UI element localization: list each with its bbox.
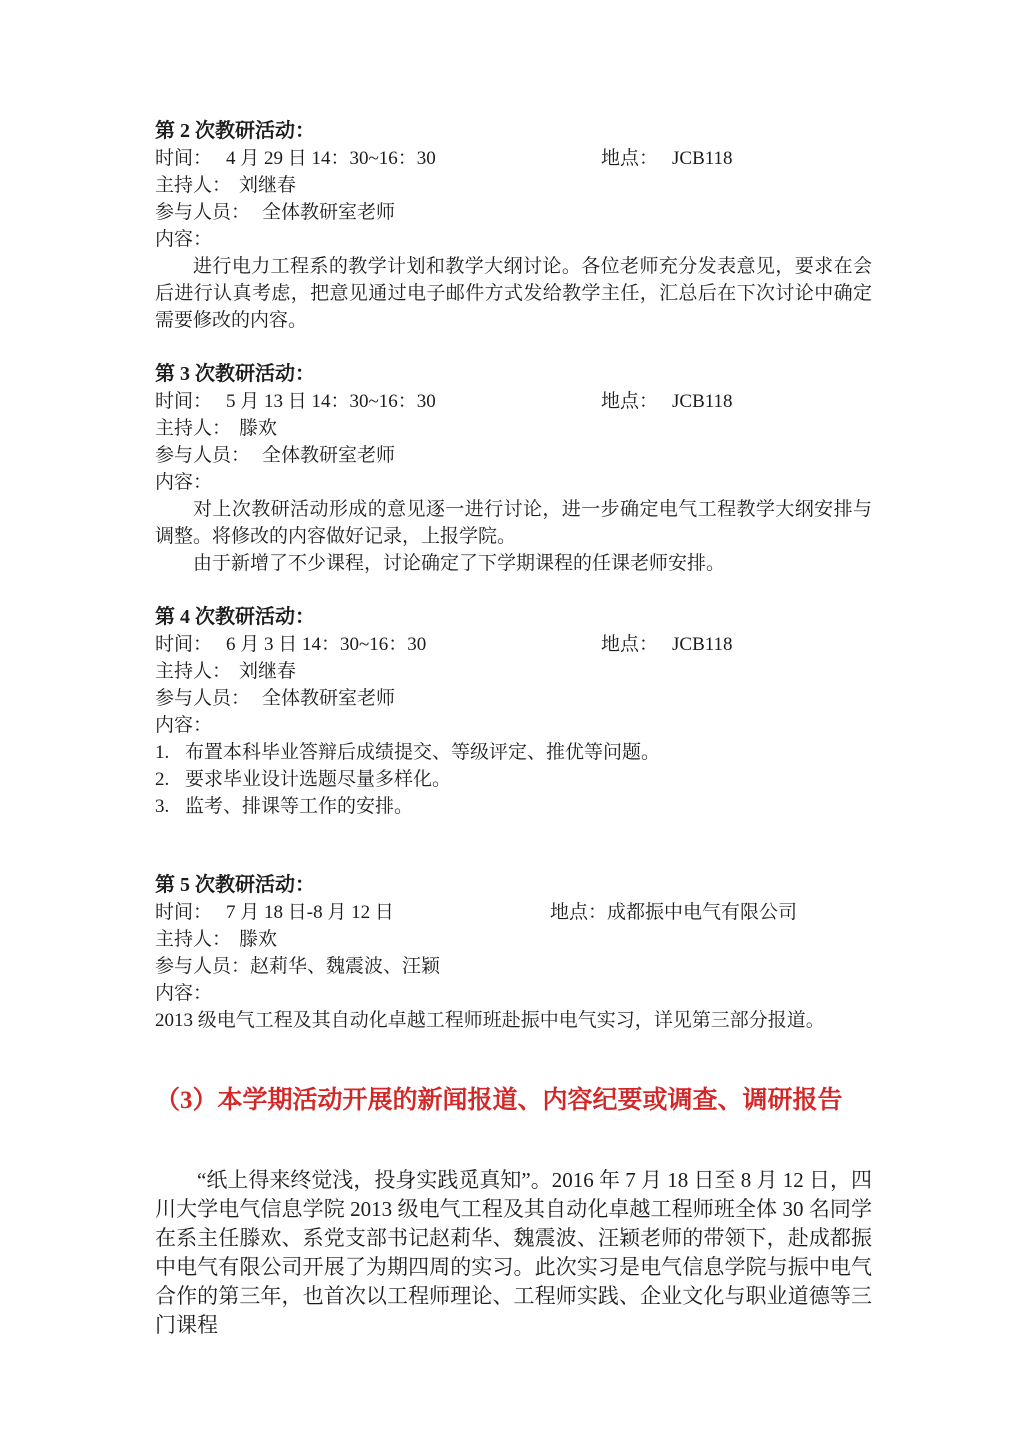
host-label: 主持人：	[155, 175, 232, 196]
time-location-line	[155, 145, 872, 172]
section-title: 第 3 次教研活动：	[155, 363, 315, 385]
content-label: 内容：	[155, 715, 213, 736]
location-value: JCB118	[672, 148, 733, 169]
section-title: 第 2 次教研活动：	[155, 120, 315, 142]
participants-label: 参与人员：	[155, 956, 251, 977]
list-item-text: 要求毕业设计选题尽量多样化。	[185, 769, 452, 790]
content-label: 内容：	[155, 472, 213, 493]
time-value: 7 月 18 日-8 月 12 日	[226, 902, 394, 923]
time-location-line	[155, 388, 872, 415]
host-value: 滕欢	[239, 418, 278, 439]
host-line	[155, 926, 872, 953]
participants-value: 全体教研室老师	[262, 202, 396, 223]
list-item-text: 监考、排课等工作的安排。	[185, 796, 414, 817]
location-label: 地点：	[601, 634, 659, 655]
location-label: 地点：	[550, 902, 608, 923]
location-label: 地点：	[601, 391, 659, 412]
location-group	[601, 145, 733, 172]
location-label: 地点：	[601, 148, 659, 169]
time-location-line	[155, 631, 872, 658]
location-group	[601, 631, 733, 658]
participants-line	[155, 442, 872, 469]
section-paragraph: 由于新增了不少课程，讨论确定了下学期课程的任课老师安排。	[193, 553, 726, 574]
participants-label: 参与人员：	[155, 688, 251, 709]
content-label: 内容：	[155, 983, 213, 1004]
activity-section-2	[155, 118, 872, 334]
section-paragraph: 进行电力工程系的教学计划和教学大纲讨论。各位老师充分发表意见，要求在会后进行认真考虑，把意见通过电子邮件方式发给教学主任，汇总后在下次讨论中确定需要修改的内容。	[155, 256, 872, 331]
section-title: 第 4 次教研活动：	[155, 606, 315, 628]
activity-section-5	[155, 872, 872, 1034]
time-value: 4 月 29 日 14：30~16：30	[226, 148, 436, 169]
time-label: 时间：	[155, 391, 213, 412]
report-paragraph: “纸上得来终觉浅，投身实践觅真知”。2016 年 7 月 18 日至 8 月 12 日，四川大学电气信息学院 2013 级电气工程及其自动化卓越工程师班全体 30 名同学在系主任滕欢、系党支部书记赵莉华、魏震波、汪颖老师的带领下，赴成都振中电气有限公司开展了为期四周的实习。此次实习是电气信息学院与振中电气合作的第三年，也首次以工程师理论、工程师实践、企业文化与职业道德等三门课程	[155, 1168, 872, 1337]
participants-value: 赵莉华、魏震波、汪颖	[250, 956, 441, 977]
time-value: 6 月 3 日 14：30~16：30	[226, 634, 427, 655]
activity-section-3	[155, 361, 872, 577]
participants-value: 全体教研室老师	[262, 688, 396, 709]
time-label: 时间：	[155, 148, 213, 169]
host-line	[155, 415, 872, 442]
location-group	[601, 388, 733, 415]
list-item	[155, 739, 872, 766]
host-value: 滕欢	[239, 929, 278, 950]
list-item	[155, 766, 872, 793]
report-section-heading: （3）本学期活动开展的新闻报道、内容纪要或调查、调研报告	[155, 1087, 843, 1114]
location-value: 成都振中电气有限公司	[607, 902, 798, 923]
section-paragraph: 对上次教研活动形成的意见逐一进行讨论，进一步确定电气工程教学大纲安排与调整。将修改的内容做好记录，上报学院。	[155, 499, 872, 547]
section-title: 第 5 次教研活动：	[155, 874, 315, 896]
host-label: 主持人：	[155, 661, 232, 682]
location-value: JCB118	[672, 634, 733, 655]
host-value: 刘继春	[239, 175, 297, 196]
participants-label: 参与人员：	[155, 445, 251, 466]
section-paragraph: 2013 级电气工程及其自动化卓越工程师班赴振中电气实习，详见第三部分报道。	[155, 1010, 825, 1031]
host-value: 刘继春	[239, 661, 297, 682]
location-value: JCB118	[672, 391, 733, 412]
time-label: 时间：	[155, 634, 213, 655]
time-label: 时间：	[155, 902, 213, 923]
participants-line	[155, 953, 872, 980]
host-line	[155, 658, 872, 685]
list-item-number: 2.	[155, 769, 170, 790]
list-item-number: 3.	[155, 796, 170, 817]
participants-line	[155, 199, 872, 226]
time-value: 5 月 13 日 14：30~16：30	[226, 391, 436, 412]
time-location-line	[155, 899, 872, 926]
activity-section-4	[155, 604, 872, 820]
location-group	[550, 899, 797, 926]
list-item	[155, 793, 872, 820]
list-item-number: 1.	[155, 742, 170, 763]
participants-label: 参与人员：	[155, 202, 251, 223]
content-label: 内容：	[155, 229, 213, 250]
host-label: 主持人：	[155, 929, 232, 950]
participants-value: 全体教研室老师	[262, 445, 396, 466]
list-item-text: 布置本科毕业答辩后成绩提交、等级评定、推优等问题。	[185, 742, 661, 763]
host-line	[155, 172, 872, 199]
host-label: 主持人：	[155, 418, 232, 439]
participants-line	[155, 685, 872, 712]
